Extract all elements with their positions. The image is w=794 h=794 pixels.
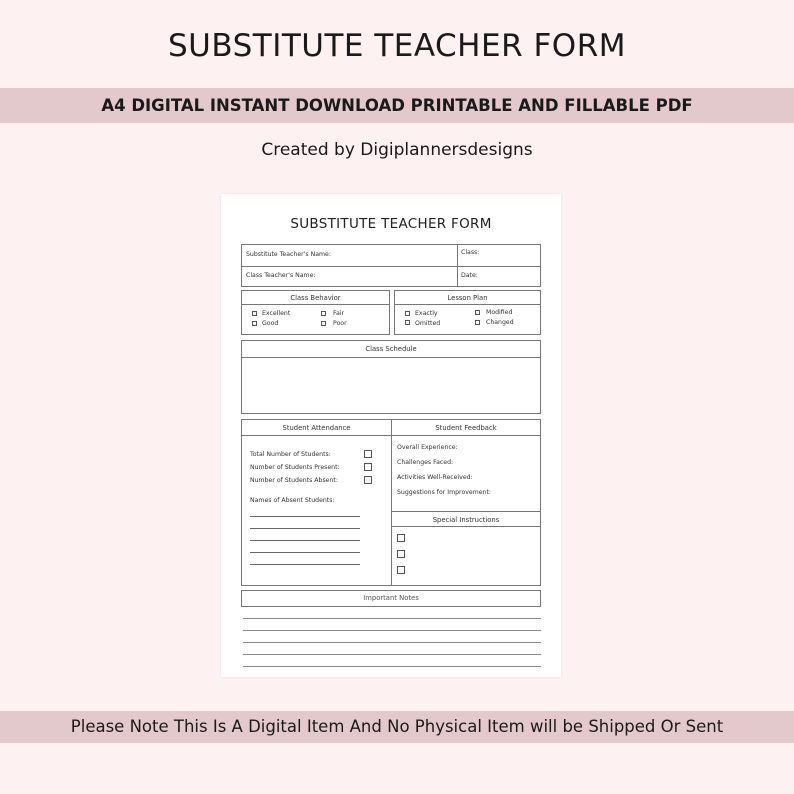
poor-label: Poor: [333, 320, 347, 327]
notes-line[interactable]: [243, 642, 541, 643]
headline: SUBSTITUTE TEACHER FORM: [168, 28, 626, 64]
class-schedule-heading: Class Schedule: [365, 345, 417, 353]
notes-line[interactable]: [243, 654, 541, 655]
notes-line[interactable]: [243, 630, 541, 631]
changed-checkbox[interactable]: [475, 320, 480, 325]
excellent-checkbox[interactable]: [252, 311, 257, 316]
student-attendance-heading: Student Attendance: [282, 424, 351, 432]
total-students-box[interactable]: [364, 450, 372, 458]
bottom-note-band: Please Note This Is A Digital Item And No Physical Item will be Shipped Or Sent: [0, 711, 794, 743]
modified-checkbox[interactable]: [475, 310, 480, 315]
good-label: Good: [262, 320, 279, 327]
class-behavior-heading: Class Behavior: [290, 294, 341, 302]
substitute-name-label: Substitute Teacher's Name:: [246, 251, 331, 258]
important-notes-heading: Important Notes: [363, 594, 419, 602]
omitted-label: Omitted: [415, 320, 441, 327]
class-label: Class:: [461, 249, 480, 256]
date-label: Date:: [461, 272, 478, 279]
special-instructions-heading: Special Instructions: [432, 516, 500, 524]
top-band: A4 DIGITAL INSTANT DOWNLOAD PRINTABLE AND FILLABLE PDF: [0, 88, 794, 123]
activities-received-label: Activities Well-Received:: [397, 474, 473, 481]
good-checkbox[interactable]: [252, 321, 257, 326]
instruction-checkbox[interactable]: [397, 550, 405, 558]
lesson-plan-box: [394, 290, 541, 335]
students-present-label: Number of Students Present:: [250, 464, 340, 471]
changed-label: Changed: [486, 319, 514, 326]
info-grid: [241, 244, 541, 287]
students-absent-label: Number of Students Absent:: [250, 477, 338, 484]
form-title: SUBSTITUTE TEACHER FORM: [290, 216, 492, 232]
instruction-checkbox[interactable]: [397, 566, 405, 574]
absent-name-line[interactable]: [250, 552, 360, 553]
absent-names-label: Names of Absent Students:: [250, 497, 335, 504]
student-feedback-heading: Student Feedback: [435, 424, 497, 432]
creator-line: Created by Digiplannersdesigns: [261, 140, 533, 160]
challenges-faced-label: Challenges Faced:: [397, 459, 454, 466]
absent-name-line[interactable]: [250, 564, 360, 565]
total-students-label: Total Number of Students:: [250, 451, 331, 458]
exactly-label: Exactly: [415, 310, 438, 317]
absent-name-line[interactable]: [250, 540, 360, 541]
attendance-feedback-box: [241, 419, 541, 586]
modified-label: Modified: [486, 309, 513, 316]
class-schedule-box: [241, 340, 541, 414]
students-present-box[interactable]: [364, 463, 372, 471]
students-absent-box[interactable]: [364, 476, 372, 484]
instruction-checkbox[interactable]: [397, 534, 405, 542]
suggestions-label: Suggestions for Improvement:: [397, 489, 491, 496]
class-teacher-label: Class Teacher's Name:: [246, 272, 316, 279]
omitted-checkbox[interactable]: [405, 320, 410, 325]
notes-line[interactable]: [243, 618, 541, 619]
excellent-label: Excellent: [262, 310, 291, 317]
absent-name-line[interactable]: [250, 516, 360, 517]
fair-checkbox[interactable]: [321, 311, 326, 316]
exactly-checkbox[interactable]: [405, 311, 410, 316]
fair-label: Fair: [333, 310, 345, 317]
important-notes-box: [241, 590, 541, 607]
notes-line[interactable]: [243, 666, 541, 667]
poor-checkbox[interactable]: [321, 321, 326, 326]
lesson-plan-heading: Lesson Plan: [447, 294, 488, 302]
class-behavior-box: [241, 290, 390, 335]
form-sheet: [221, 194, 561, 677]
overall-experience-label: Overall Experience:: [397, 444, 458, 451]
absent-name-line[interactable]: [250, 528, 360, 529]
